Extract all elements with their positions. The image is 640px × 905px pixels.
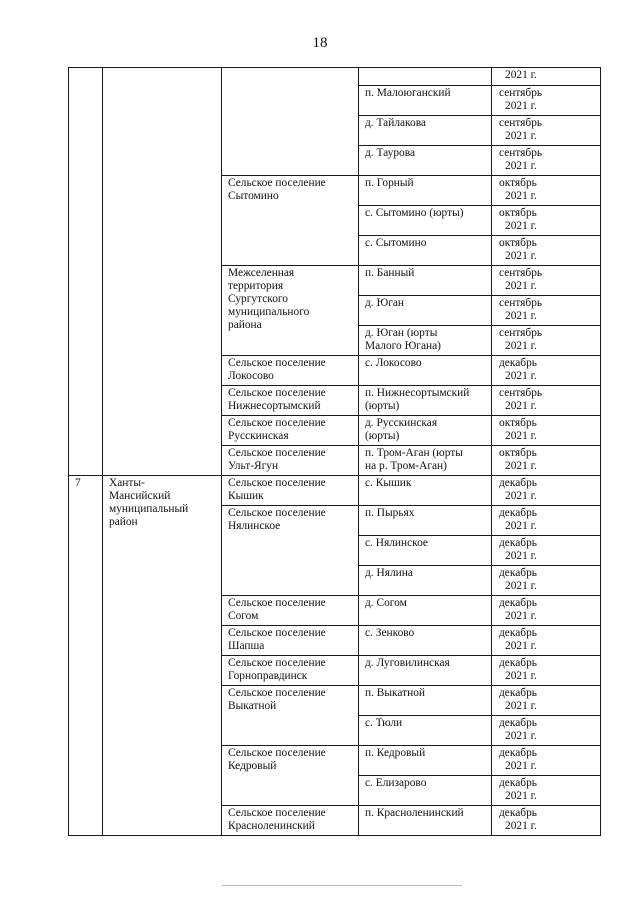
- district-name-cell: [103, 68, 222, 476]
- date-cell: декабрь 2021 г.: [492, 746, 601, 776]
- date-cell: октябрь 2021 г.: [492, 446, 601, 476]
- locality-cell: с. Зенково: [359, 626, 492, 656]
- date-cell: 2021 г.: [492, 68, 601, 86]
- settlement-cell: Сельское поселение Русскинская: [222, 416, 359, 446]
- locality-cell: д. Юган: [359, 296, 492, 326]
- locality-cell: д. Русскинская (юрты): [359, 416, 492, 446]
- date-cell: декабрь 2021 г.: [492, 476, 601, 506]
- date-cell: сентябрь 2021 г.: [492, 326, 601, 356]
- date-cell: октябрь 2021 г.: [492, 416, 601, 446]
- settlement-cell: Сельское поселение Горноправдинск: [222, 656, 359, 686]
- locality-cell: с. Сытомино: [359, 236, 492, 266]
- settlement-cell: Сельское поселение Красноленинский: [222, 806, 359, 836]
- settlement-cell: Сельское поселение Нялинское: [222, 506, 359, 596]
- table-row: [69, 476, 601, 506]
- settlement-cell: Сельское поселение Нижнесортымский: [222, 386, 359, 416]
- locality-cell: с. Тюли: [359, 716, 492, 746]
- district-number-cell: 7: [69, 476, 103, 836]
- settlements-table: [68, 67, 601, 836]
- date-cell: сентябрь 2021 г.: [492, 116, 601, 146]
- date-cell: декабрь 2021 г.: [492, 506, 601, 536]
- settlement-cell: Сельское поселение Локосово: [222, 356, 359, 386]
- settlement-cell: Сельское поселение Сытомино: [222, 176, 359, 266]
- page-number: 18: [312, 35, 328, 51]
- settlement-cell: Сельское поселение Кышик: [222, 476, 359, 506]
- locality-cell: п. Красноленинский: [359, 806, 492, 836]
- locality-cell: д. Юган (юрты Малого Югана): [359, 326, 492, 356]
- locality-cell: п. Пырьях: [359, 506, 492, 536]
- settlement-cell: [222, 68, 359, 176]
- locality-cell: п. Банный: [359, 266, 492, 296]
- date-cell: сентябрь 2021 г.: [492, 296, 601, 326]
- date-cell: сентябрь 2021 г.: [492, 266, 601, 296]
- date-cell: декабрь 2021 г.: [492, 626, 601, 656]
- date-cell: декабрь 2021 г.: [492, 596, 601, 626]
- locality-cell: д. Таурова: [359, 146, 492, 176]
- locality-cell: п. Нижнесортымский (юрты): [359, 386, 492, 416]
- locality-cell: с. Нялинское: [359, 536, 492, 566]
- table-row: [69, 68, 601, 86]
- locality-cell: п. Малоюганский: [359, 86, 492, 116]
- locality-cell: д. Согом: [359, 596, 492, 626]
- locality-cell: п. Горный: [359, 176, 492, 206]
- locality-cell: д. Нялина: [359, 566, 492, 596]
- date-cell: октябрь 2021 г.: [492, 236, 601, 266]
- date-cell: декабрь 2021 г.: [492, 686, 601, 716]
- district-name-cell: Ханты- Мансийский муниципальный район: [103, 476, 222, 836]
- settlement-cell: Межселенная территория Сургутского муниципального района: [222, 266, 359, 356]
- locality-cell: д. Луговилинская: [359, 656, 492, 686]
- date-cell: сентябрь 2021 г.: [492, 86, 601, 116]
- date-cell: декабрь 2021 г.: [492, 656, 601, 686]
- settlement-cell: Сельское поселение Ульт-Ягун: [222, 446, 359, 476]
- locality-cell: с. Кышик: [359, 476, 492, 506]
- settlement-cell: Сельское поселение Кедровый: [222, 746, 359, 806]
- date-cell: декабрь 2021 г.: [492, 806, 601, 836]
- district-number-cell: [69, 68, 103, 476]
- locality-cell: с. Елизарово: [359, 776, 492, 806]
- locality-cell: п. Кедровый: [359, 746, 492, 776]
- date-cell: октябрь 2021 г.: [492, 176, 601, 206]
- date-cell: декабрь 2021 г.: [492, 716, 601, 746]
- locality-cell: п. Выкатной: [359, 686, 492, 716]
- locality-cell: п. Тром-Аган (юрты на р. Тром-Аган): [359, 446, 492, 476]
- date-cell: сентябрь 2021 г.: [492, 146, 601, 176]
- date-cell: декабрь 2021 г.: [492, 776, 601, 806]
- date-cell: октябрь 2021 г.: [492, 206, 601, 236]
- date-cell: сентябрь 2021 г.: [492, 386, 601, 416]
- locality-cell: с. Сытомино (юрты): [359, 206, 492, 236]
- settlement-cell: Сельское поселение Согом: [222, 596, 359, 626]
- date-cell: декабрь 2021 г.: [492, 356, 601, 386]
- settlement-cell: Сельское поселение Выкатной: [222, 686, 359, 746]
- locality-cell: с. Локосово: [359, 356, 492, 386]
- locality-cell: д. Тайлакова: [359, 116, 492, 146]
- settlement-cell: Сельское поселение Шапша: [222, 626, 359, 656]
- locality-cell: [359, 68, 492, 86]
- page-edge-line: [222, 885, 462, 886]
- date-cell: декабрь 2021 г.: [492, 566, 601, 596]
- date-cell: декабрь 2021 г.: [492, 536, 601, 566]
